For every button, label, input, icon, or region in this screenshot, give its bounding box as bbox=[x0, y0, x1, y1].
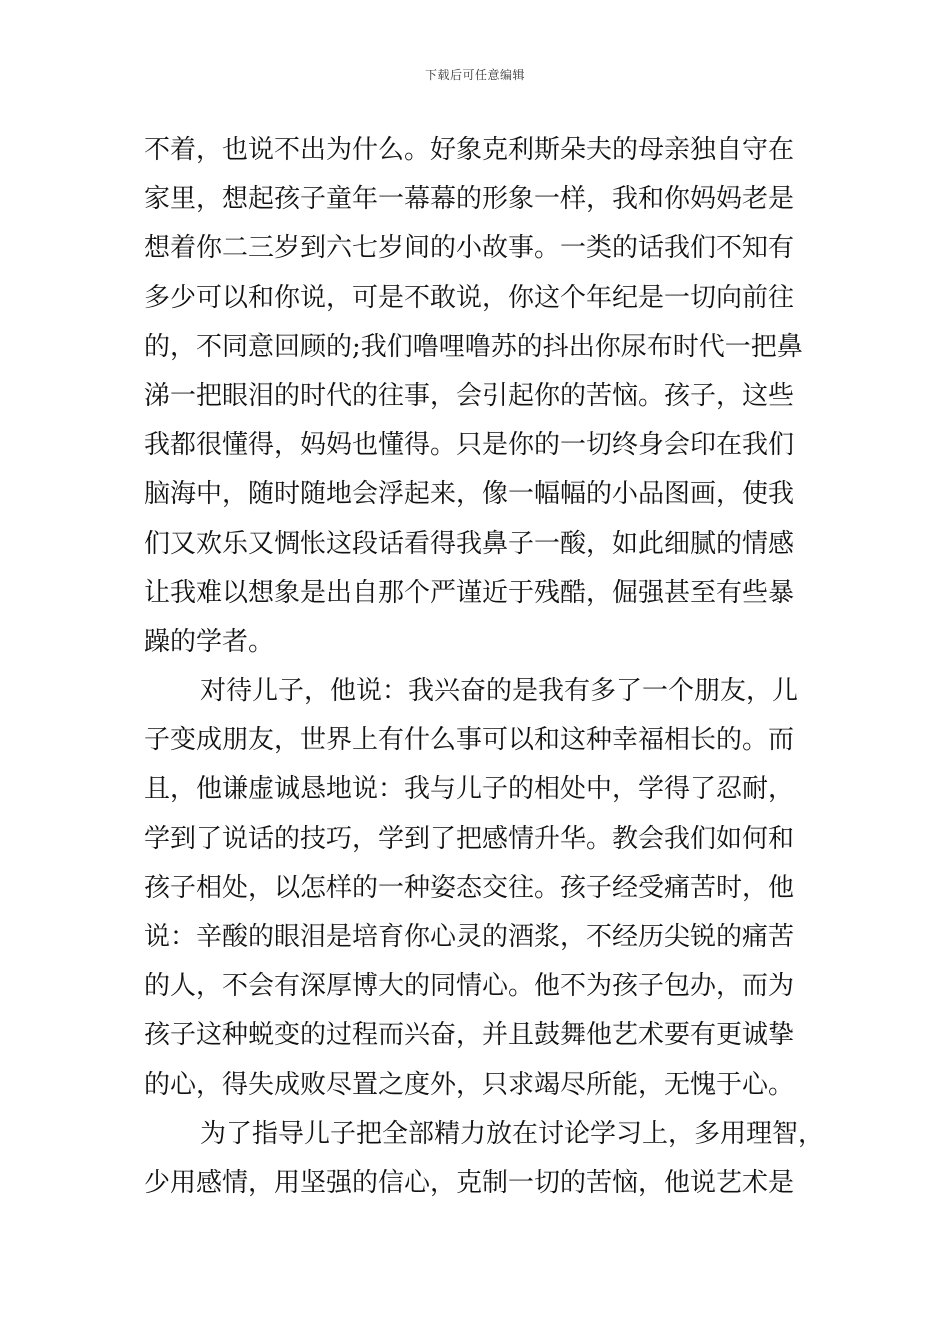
text-line: 少用感情，用坚强的信心，克制一切的苦恼，他说艺术是 bbox=[144, 1167, 795, 1198]
text-line: 的心，得失成败尽置之度外，只求竭尽所能，无愧于心。 bbox=[144, 1069, 795, 1100]
text-line: 孩子相处，以怎样的一种姿态交往。孩子经受痛苦时，他 bbox=[144, 872, 795, 903]
text-line: 家里，想起孩子童年一幕幕的形象一样，我和你妈妈老是 bbox=[144, 184, 795, 215]
text-line: 我都很懂得，妈妈也懂得。只是你的一切终身会印在我们 bbox=[144, 430, 795, 461]
text-line: 脑海中，随时随地会浮起来，像一幅幅的小品图画，使我 bbox=[144, 479, 795, 510]
text-line: 不着，也说不出为什么。好象克利斯朵夫的母亲独自守在 bbox=[144, 135, 795, 165]
page-header: 下载后可任意编辑 bbox=[424, 68, 525, 82]
text-line: 们又欢乐又惆怅这段话看得我鼻子一酸，如此细腻的情感 bbox=[144, 528, 795, 559]
text-line: 想着你二三岁到六七岁间的小故事。一类的话我们不知有 bbox=[144, 233, 795, 264]
document-body bbox=[144, 126, 824, 1208]
text-line: 说：辛酸的眼泪是培育你心灵的酒浆，不经历尖锐的痛苦 bbox=[144, 922, 795, 952]
paragraph-start-line: 对待儿子，他说：我兴奋的是我有多了一个朋友，儿 bbox=[200, 676, 799, 707]
text-line: 孩子这种蜕变的过程而兴奋，并且鼓舞他艺术要有更诚挚 bbox=[144, 1020, 795, 1051]
text-line: 学到了说话的技巧，学到了把感情升华。教会我们如何和 bbox=[144, 823, 795, 854]
text-line: 躁的学者。 bbox=[144, 626, 275, 657]
text-line: 的，不同意回顾的;我们噜哩噜苏的抖出你尿布时代一把鼻 bbox=[144, 331, 803, 362]
text-line: 让我难以想象是出自那个严谨近于残酷，倔强甚至有些暴 bbox=[144, 577, 795, 608]
text-line: 涕一把眼泪的时代的往事，会引起你的苦恼。孩子，这些 bbox=[144, 380, 795, 411]
text-line: 子变成朋友，世界上有什么事可以和这种幸福相长的。而 bbox=[144, 725, 795, 756]
text-line: 的人，不会有深厚博大的同情心。他不为孩子包办，而为 bbox=[144, 971, 795, 1002]
text-line: 且，他谦虚诚恳地说：我与儿子的相处中，学得了忍耐， bbox=[144, 774, 795, 805]
text-line: 多少可以和你说，可是不敢说，你这个年纪是一切向前往 bbox=[144, 282, 795, 313]
paragraph-start-line: 为了指导儿子把全部精力放在讨论学习上，多用理智， bbox=[200, 1118, 825, 1149]
